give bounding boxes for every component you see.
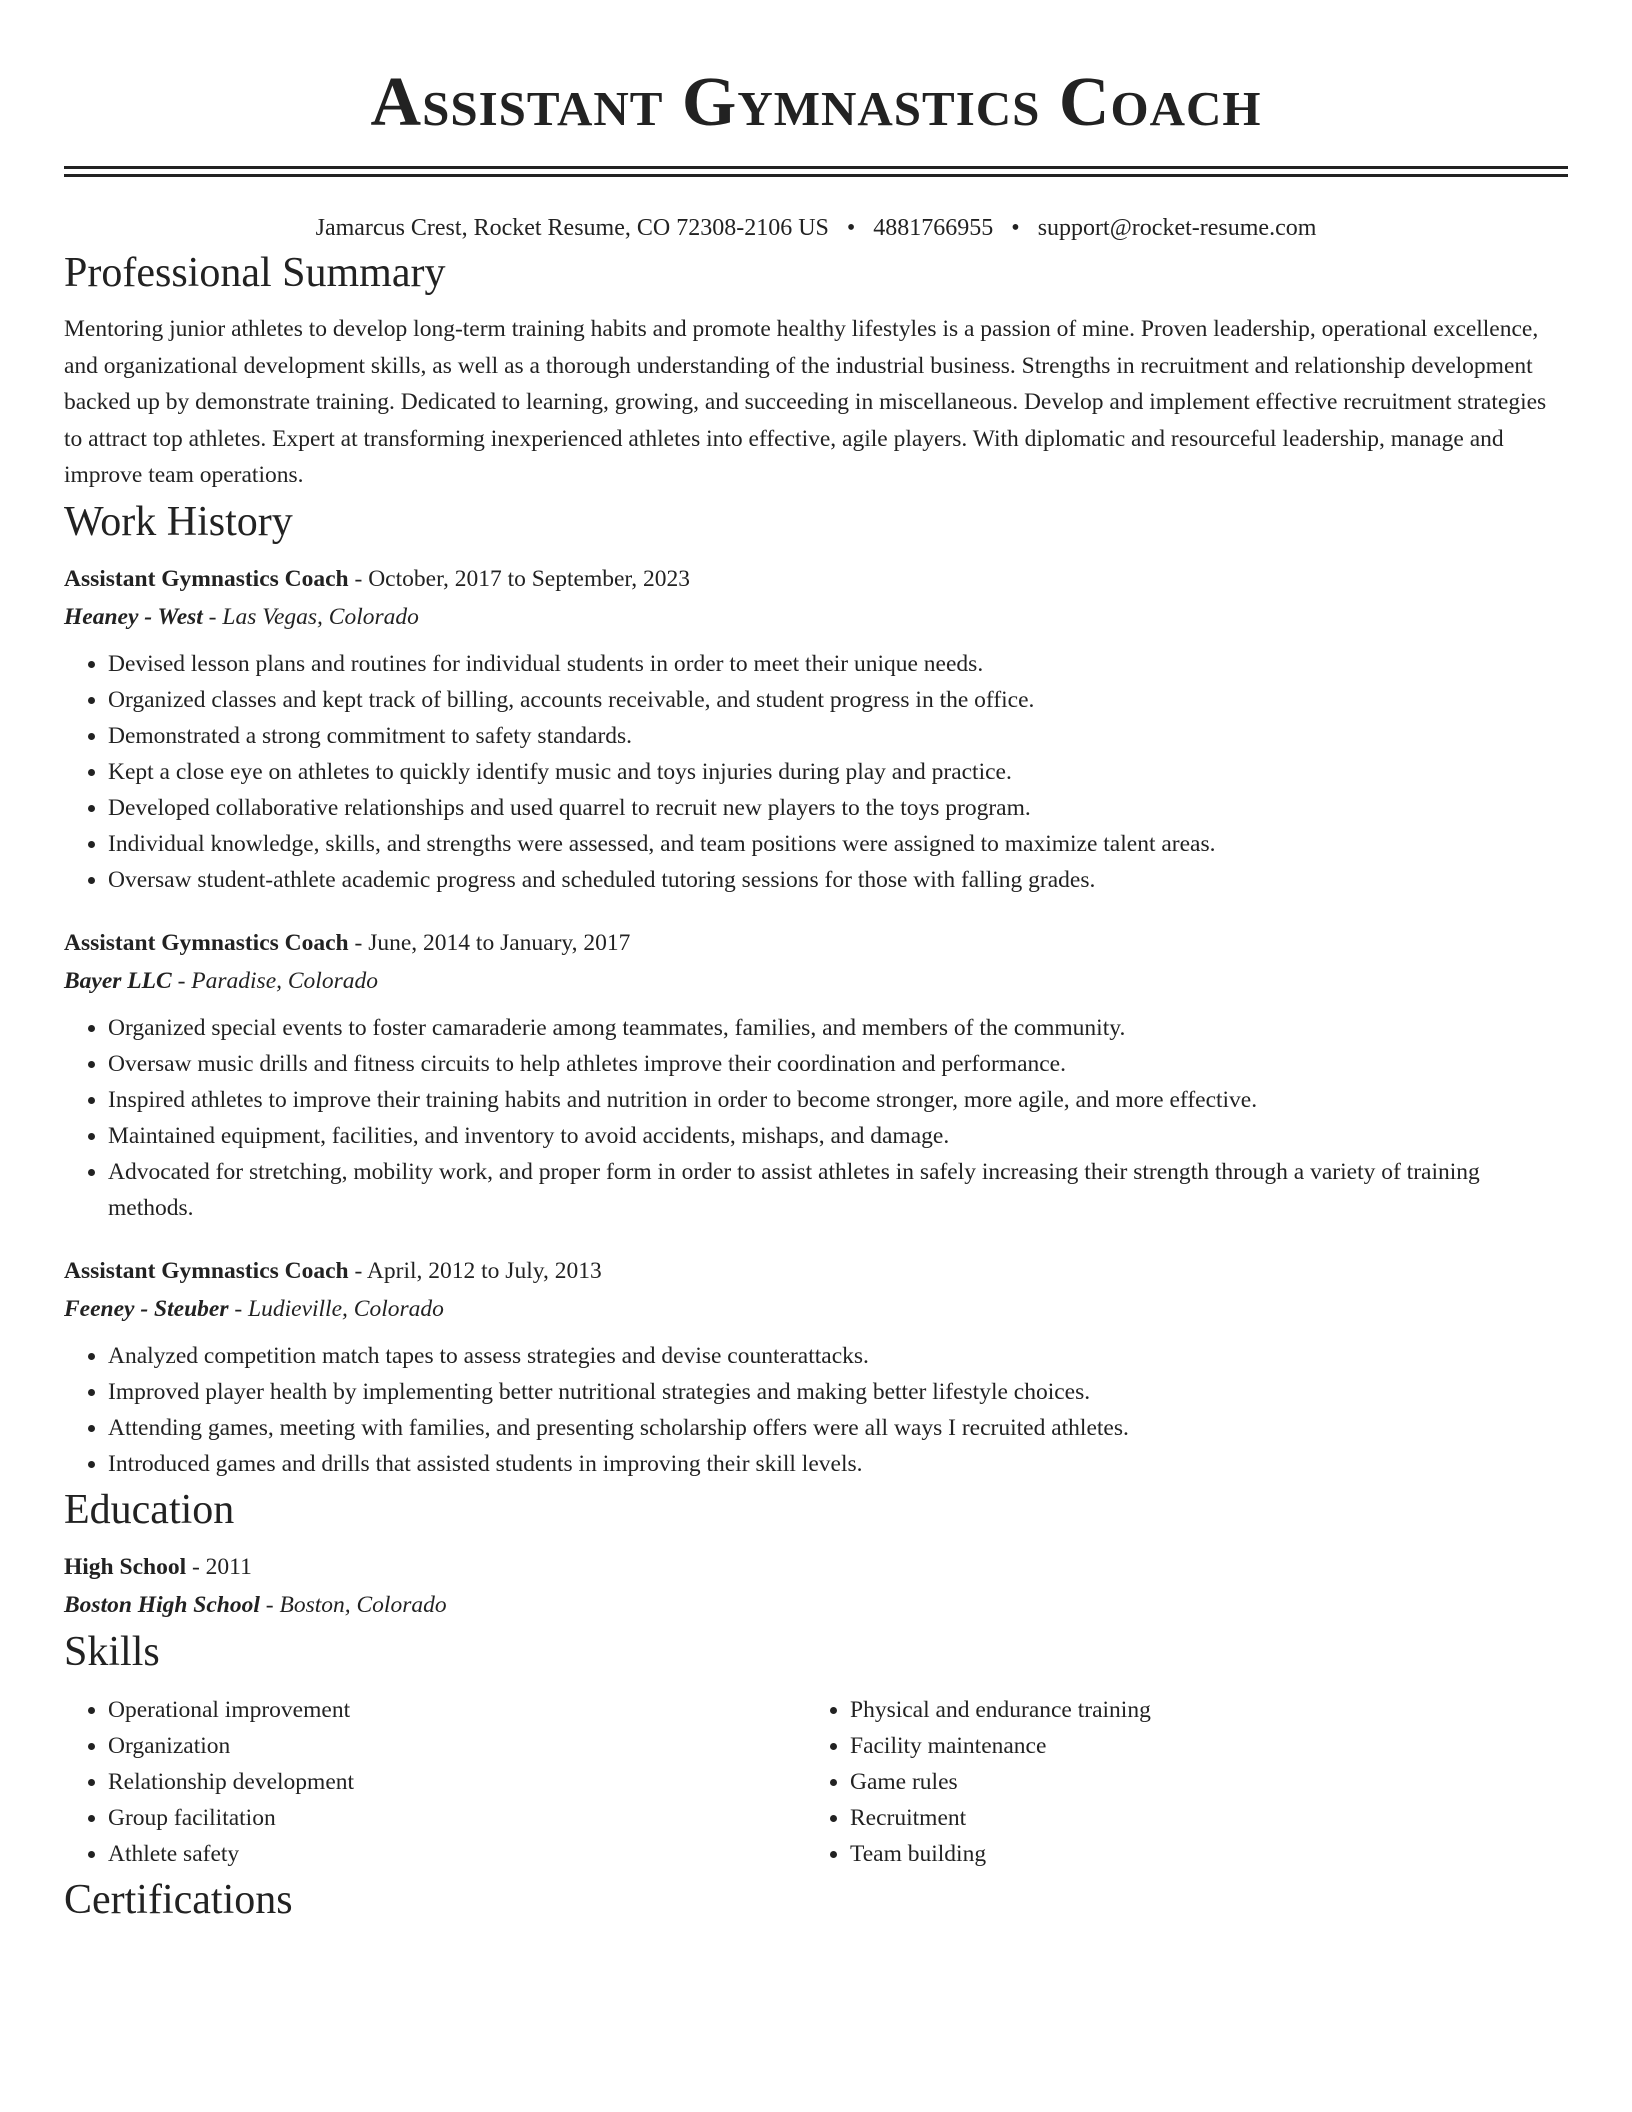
job-bullet: • Developed collaborative relationships and used quarrel to recruit new players to the toys program.: [108, 790, 1568, 826]
education-location: - Boston, Colorado: [259, 1591, 447, 1618]
education-degree-line: [64, 1548, 1568, 1586]
summary-text: Mentoring junior athletes to develop long-term training habits and promote healthy lifestyles is a passion of mine. Proven leadership, operational excellence, and organizational development skills, as well as a thorough understanding of the industrial business. Strengths in recruitment and relationship development backed up by demonstrate training. Dedicated to learning, growing, and succeeding in miscellaneous. Develop and implement effective recruitment strategies to attract top athletes. Expert at transforming inexperienced athletes into effective, agile players. With diplomatic and resourceful leadership, manage and improve team operations.: [64, 316, 1547, 488]
job-company-line: [64, 598, 1568, 636]
job-bullets: [64, 646, 1568, 898]
contact-separator: •: [846, 215, 856, 241]
skill-item: • Physical and endurance training: [850, 1692, 1548, 1728]
job-title: Assistant Gymnastics Coach: [64, 1257, 349, 1284]
job-company: Heaney - West: [64, 603, 203, 630]
skill-item: • Facility maintenance: [850, 1728, 1548, 1764]
job-bullet: • Demonstrated a strong commitment to safety standards.: [108, 718, 1568, 754]
job-bullet: • Inspired athletes to improve their training habits and nutrition in order to become stronger, more agile, and more effective.: [108, 1082, 1568, 1118]
education-entry: [64, 1548, 1568, 1624]
job-title-line: [64, 560, 1568, 598]
job-bullet: • Devised lesson plans and routines for individual students in order to meet their unique needs.: [108, 646, 1568, 682]
certifications-heading: Certifications: [64, 1876, 293, 1923]
job-entry: [64, 1252, 1568, 1482]
skill-item: • Athlete safety: [108, 1836, 806, 1872]
contact-email: support@rocket-resume.com: [1037, 215, 1317, 241]
job-bullet: • Advocated for stretching, mobility work, and proper form in order to assist athletes in safely increasing their strength through a variety of training methods.: [108, 1154, 1568, 1226]
title-divider-thin: [64, 174, 1568, 177]
job-title: Assistant Gymnastics Coach: [64, 929, 349, 956]
job-bullet: • Organized special events to foster camaraderie among teammates, families, and members of the community.: [108, 1010, 1568, 1046]
skills-grid: [64, 1692, 1568, 1872]
job-bullet: • Maintained equipment, facilities, and inventory to avoid accidents, mishaps, and damage.: [108, 1118, 1568, 1154]
skill-item: • Organization: [108, 1728, 806, 1764]
work-history-heading: Work History: [64, 498, 293, 545]
job-bullet: • Kept a close eye on athletes to quickly identify music and toys injuries during play and practice.: [108, 754, 1568, 790]
skills-column-left: [64, 1692, 806, 1872]
job-bullet: • Organized classes and kept track of billing, accounts receivable, and student progress in the office.: [108, 682, 1568, 718]
job-dates: - April, 2012 to July, 2013: [348, 1257, 602, 1284]
job-bullet: • Oversaw student-athlete academic progress and scheduled tutoring sessions for those with falling grades.: [108, 862, 1568, 898]
education-degree: High School: [64, 1553, 187, 1580]
job-company: Feeney - Steuber: [64, 1295, 229, 1322]
summary-heading: Professional Summary: [64, 250, 446, 296]
contact-phone: 4881766955: [873, 215, 994, 241]
job-bullet: • Individual knowledge, skills, and strengths were assessed, and team positions were assigned to maximize talent areas.: [108, 826, 1568, 862]
resume-page: [64, 0, 1568, 1928]
skill-item: • Recruitment: [850, 1800, 1548, 1836]
skill-item: • Operational improvement: [108, 1692, 806, 1728]
contact-address: Jamarcus Crest, Rocket Resume, CO 72308-2106 US: [315, 215, 829, 241]
job-title-line: [64, 924, 1568, 962]
skills-list: [64, 1692, 806, 1872]
job-company-line: [64, 962, 1568, 1000]
education-heading: Education: [64, 1486, 235, 1533]
skills-column-right: [806, 1692, 1548, 1872]
skill-item: • Group facilitation: [108, 1800, 806, 1836]
job-location: - Las Vegas, Colorado: [202, 603, 419, 630]
education-year: - 2011: [186, 1553, 252, 1580]
job-bullets: [64, 1010, 1568, 1226]
skill-item: • Team building: [850, 1836, 1548, 1872]
job-bullet: • Introduced games and drills that assisted students in improving their skill levels.: [108, 1446, 1568, 1482]
skills-heading: Skills: [64, 1628, 160, 1675]
contact-separator: •: [1011, 215, 1020, 241]
job-company: Bayer LLC: [64, 967, 172, 994]
job-company-line: [64, 1290, 1568, 1328]
job-bullet: • Oversaw music drills and fitness circuits to help athletes improve their coordination and performance.: [108, 1046, 1568, 1082]
contact-line: [64, 211, 1568, 245]
job-title: Assistant Gymnastics Coach: [64, 565, 349, 592]
job-entry: [64, 560, 1568, 898]
job-location: - Ludieville, Colorado: [228, 1295, 444, 1322]
job-dates: - October, 2017 to September, 2023: [348, 565, 691, 592]
job-bullet: • Improved player health by implementing better nutritional strategies and making better lifestyle choices.: [108, 1374, 1568, 1410]
job-dates: - June, 2014 to January, 2017: [348, 929, 631, 956]
job-title-line: [64, 1252, 1568, 1290]
title-divider-thick: [64, 166, 1568, 169]
skills-list: [806, 1692, 1548, 1872]
job-location: - Paradise, Colorado: [171, 967, 378, 994]
education-school: Boston High School: [64, 1591, 260, 1618]
education-school-line: [64, 1586, 1568, 1624]
job-bullets: [64, 1338, 1568, 1482]
skill-item: • Relationship development: [108, 1764, 806, 1800]
job-entry: [64, 924, 1568, 1226]
job-bullet: • Analyzed competition match tapes to assess strategies and devise counterattacks.: [108, 1338, 1568, 1374]
skill-item: • Game rules: [850, 1764, 1548, 1800]
job-bullet: • Attending games, meeting with families, and presenting scholarship offers were all ways I recruited athletes.: [108, 1410, 1568, 1446]
resume-title: Assistant Gymnastics Coach: [370, 64, 1262, 141]
